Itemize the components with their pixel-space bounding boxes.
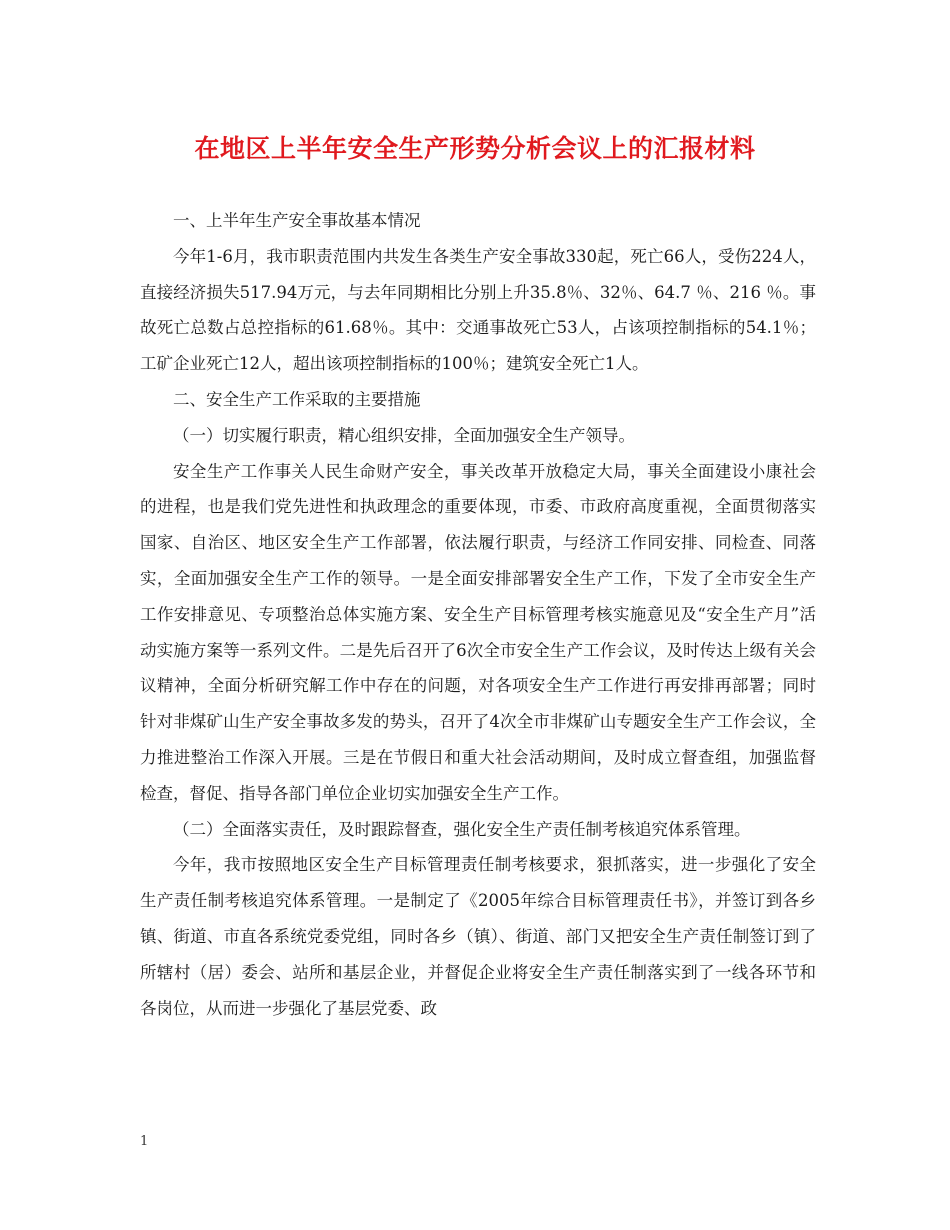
document-title: 在地区上半年安全生产形势分析会议上的汇报材料	[194, 134, 756, 163]
page-number: 1	[140, 1134, 149, 1149]
section-heading: 一、上半年生产安全事故基本情况	[173, 211, 421, 230]
document-body	[140, 203, 816, 1026]
body-paragraph: 今年1-6月，我市职责范围内共发生各类生产安全事故330起，死亡66人，受伤224人，直接经济损失517.94万元，与去年同期相比分别上升35.8％、32％、64.7 ％、216 ％。事故死亡总数占总控指标的61.68％。其中：交通事故死亡53人，占该项控制指标的54.1％；工矿企业死亡12人，超出该项控制指标的100％；建筑安全死亡1人。	[140, 246, 816, 374]
body-paragraph: 今年，我市按照地区安全生产目标管理责任制考核要求，狠抓落实，进一步强化了安全生产责任制考核追究体系管理。一是制定了《2005年综合目标管理责任书》，并签订到各乡镇、街道、市直各系统党委党组，同时各乡（镇）、街道、部门又把安全生产责任制签订到了所辖村（居）委会、站所和基层企业，并督促企业将安全生产责任制落实到了一线各环节和各岗位，从而进一步强化了基层党委、政	[140, 855, 816, 1018]
subsection-heading: （二）全面落实责任，及时跟踪督查，强化安全生产责任制考核追究体系管理。	[173, 819, 751, 839]
section-heading: 二、安全生产工作采取的主要措施	[173, 389, 421, 409]
body-paragraph: 安全生产工作事关人民生命财产安全，事关改革开放稳定大局，事关全面建设小康社会的进程，也是我们党先进性和执政理念的重要体现，市委、市政府高度重视，全面贯彻落实国家、自治区、地区安全生产工作部署，依法履行职责，与经济工作同安排、同检查、同落实，全面加强安全生产工作的领导。一是全面安排部署安全生产工作，下发了全市安全生产工作安排意见、专项整治总体实施方案、安全生产目标管理考核实施意见及“安全生产月”活动实施方案等一系列文件。二是先后召开了6次全市安全生产工作会议，及时传达上级有关会议精神，全面分析研究解工作中存在的问题，对各项安全生产工作进行再安排再部署；同时针对非煤矿山生产安全事故多发的势头，召开了4次全市非煤矿山专题安全生产工作会议，全力推进整治工作深入开展。三是在节假日和重大社会活动期间，及时成立督查组，加强监督检查，督促、指导各部门单位企业切实加强安全生产工作。	[140, 461, 816, 803]
subsection-heading: （一）切实履行职责，精心组织安排，全面加强安全生产领导。	[173, 425, 635, 445]
